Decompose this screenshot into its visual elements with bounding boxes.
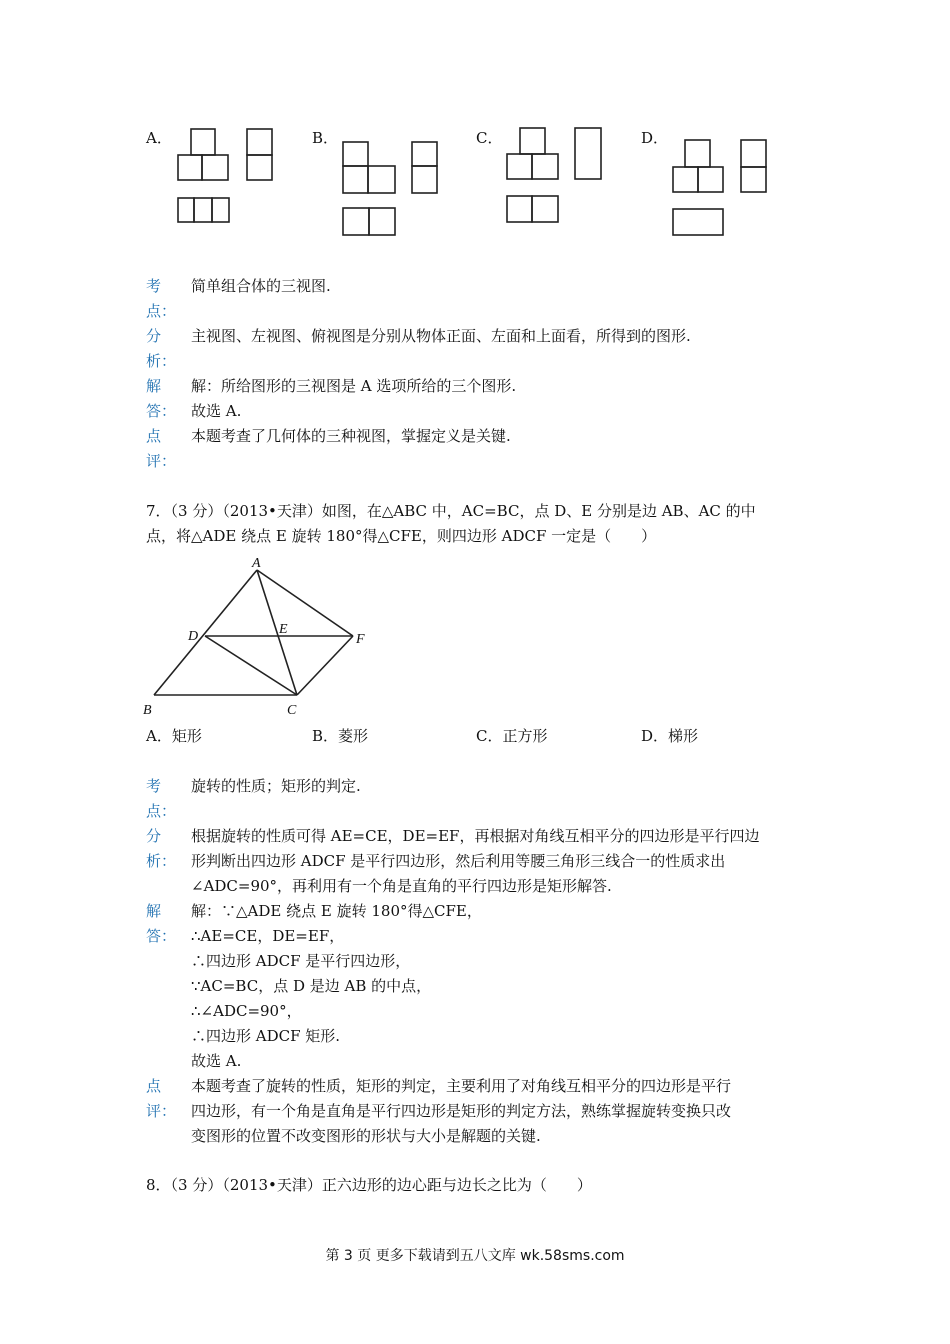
jieda-line-1: 解：所给图形的三视图是 A 选项所给的三个图形. <box>191 377 517 395</box>
segment-ac <box>257 570 297 695</box>
segment-ab <box>154 570 257 695</box>
q7-jieda-line-4: ∵AC=BC，点 D 是边 AB 的中点， <box>191 977 432 995</box>
q7-jieda-line-2: ∴AE=CE，DE=EF， <box>191 927 345 945</box>
q7-fenxi-label-2: 析： <box>146 852 177 870</box>
segment-af <box>257 570 353 636</box>
q7-jieda-label-2: 答： <box>146 927 177 945</box>
q7-jieda-line-6: ∴四边形 ADCF 矩形. <box>191 1027 341 1045</box>
point-a-label: A <box>252 556 261 571</box>
point-f-label: F <box>356 632 365 647</box>
three-view-c-icon <box>500 120 620 230</box>
q7-stem-line-1: 7．（3 分）（2013•天津）如图，在△ABC 中，AC=BC，点 D、E 分别是边 AB、AC 的中 <box>146 502 756 520</box>
q7-jieda-line-5: ∴∠ADC=90°， <box>191 1002 302 1020</box>
point-e-label: E <box>279 622 288 637</box>
q7-stem-line-2: 点，将△ADE 绕点 E 旋转 180°得△CFE，则四边形 ADCF 一定是（ ） <box>146 527 657 545</box>
kaodian-label-1: 考 <box>146 277 162 295</box>
q7-fenxi-line-3: ∠ADC=90°，再利用有一个角是直角的平行四边形是矩形解答. <box>191 877 612 895</box>
segment-dc <box>205 636 297 695</box>
q8-stem: 8．（3 分）（2013•天津）正六边形的边心距与边长之比为（ ） <box>146 1176 592 1194</box>
q7-jieda-line-1: 解：∵△ADE 绕点 E 旋转 180°得△CFE， <box>191 902 482 920</box>
q7-dianping-line-1: 本题考查了旋转的性质，矩形的判定，主要利用了对角线互相平分的四边形是平行 <box>191 1077 732 1095</box>
jieda-label-2: 答： <box>146 402 177 420</box>
q7-jieda-label-1: 解 <box>146 902 162 920</box>
three-view-a-icon <box>170 120 290 230</box>
point-d-label: D <box>188 629 199 644</box>
q7-fenxi-line-1: 根据旋转的性质可得 AE=CE，DE=EF，再根据对角线互相平分的四边形是平行四边 <box>191 827 760 845</box>
kaodian-label-2: 点： <box>146 302 177 320</box>
q7-kaodian-label-1: 考 <box>146 777 162 795</box>
q7-option-b: B．菱形 <box>312 727 369 745</box>
q7-option-a: A．矩形 <box>146 727 202 745</box>
three-view-d-icon <box>665 120 785 240</box>
jieda-label-1: 解 <box>146 377 162 395</box>
fenxi-text: 主视图、左视图、俯视图是分别从物体正面、左面和上面看，所得到的图形. <box>191 327 691 345</box>
q7-geometry-figure <box>140 552 380 722</box>
segment-cf <box>297 636 353 695</box>
jieda-line-2: 故选 A. <box>191 402 242 420</box>
q7-option-c: C．正方形 <box>476 727 548 745</box>
q7-jieda-line-3: ∴四边形 ADCF 是平行四边形， <box>191 952 411 970</box>
page-footer: 第 3 页 更多下载请到五八文库 wk.58sms.com <box>325 1248 625 1264</box>
three-view-b-icon <box>335 120 455 240</box>
dianping-label-1: 点 <box>146 427 162 445</box>
q7-fenxi-line-2: 形判断出四边形 ADCF 是平行四边形，然后利用等腰三角形三线合一的性质求出 <box>191 852 726 870</box>
q7-kaodian-label-2: 点： <box>146 802 177 820</box>
point-b-label: B <box>143 703 152 718</box>
point-c-label: C <box>287 703 297 718</box>
kaodian-text: 简单组合体的三视图. <box>191 277 331 295</box>
fenxi-label-2: 析： <box>146 352 177 370</box>
q7-fenxi-label-1: 分 <box>146 827 162 845</box>
option-c-label: C． <box>476 129 503 147</box>
q7-dianping-label-1: 点 <box>146 1077 162 1095</box>
q7-dianping-line-2: 四边形，有一个角是直角是平行四边形是矩形的判定方法，熟练掌握旋转变换只改 <box>191 1102 732 1120</box>
dianping-label-2: 评： <box>146 452 177 470</box>
q7-dianping-label-2: 评： <box>146 1102 177 1120</box>
q7-kaodian-text: 旋转的性质；矩形的判定. <box>191 777 361 795</box>
fenxi-label-1: 分 <box>146 327 162 345</box>
q7-dianping-line-3: 变图形的位置不改变图形的形状与大小是解题的关键. <box>191 1127 541 1145</box>
dianping-text: 本题考查了几何体的三种视图，掌握定义是关键. <box>191 427 511 445</box>
q7-jieda-line-7: 故选 A. <box>191 1052 242 1070</box>
q7-option-d: D．梯形 <box>641 727 699 745</box>
option-d-label: D． <box>641 129 669 147</box>
option-a-label: A． <box>146 129 172 147</box>
option-b-label: B． <box>312 129 339 147</box>
